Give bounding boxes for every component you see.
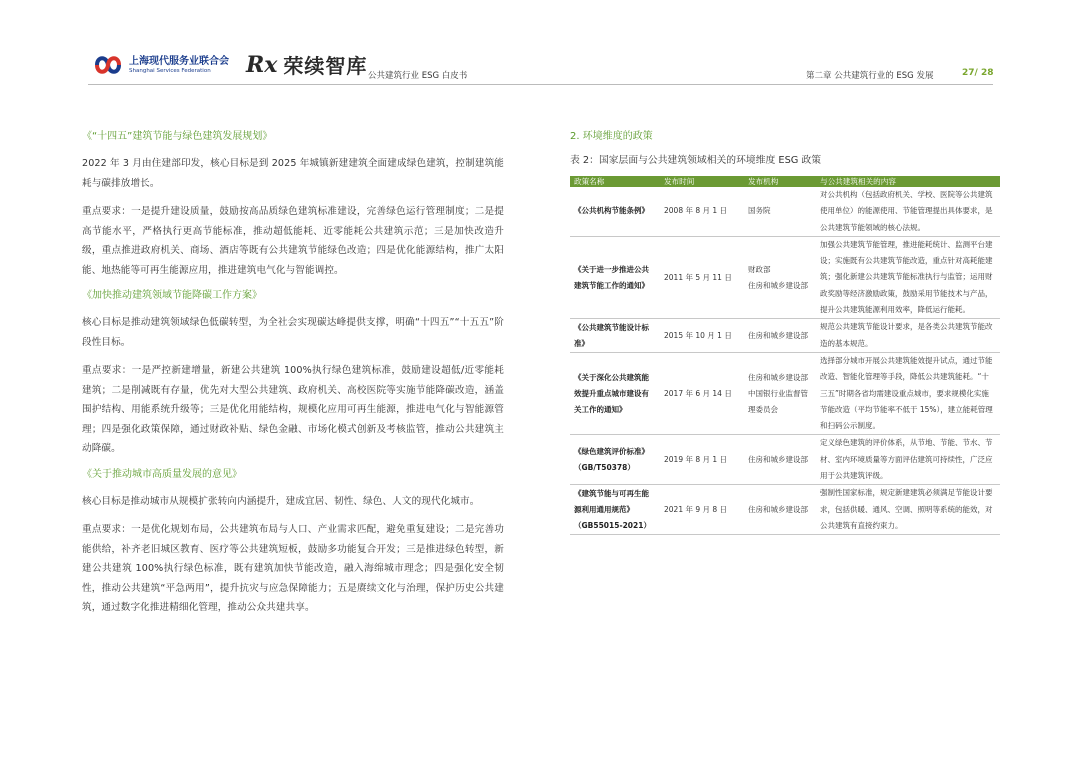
policy-name-cell: 《关于进一步推进公共建筑节能工作的通知》: [570, 236, 660, 318]
column-header: 发布时间: [660, 176, 744, 187]
rx-mark: Rx: [246, 51, 278, 78]
publish-date-cell: 2011 年 5 月 11 日: [660, 236, 744, 318]
table-row: [570, 319, 1000, 353]
column-header: 政策名称: [570, 176, 660, 187]
header-divider: [88, 84, 993, 85]
right-column: [570, 130, 1000, 535]
section-title: 《“十四五”建筑节能与绿色建筑发展规划》: [82, 131, 273, 142]
paragraph: 重点要求：一是严控新建增量，新建公共建筑 100%执行绿色建筑标准，鼓励建设超低/近零能耗建筑；二是削减既有存量，优先对大型公共建筑、政府机关、高校医院等实施节能降碳改造，涵盖围护结构、用能系统升级等；三是优化用能结构，规模化应用可再生能源，推进电气化与智能源管理；四是强化政策保障，通过财政补贴、绿色金融、市场化模式创新及考核监管，推动公共建筑主动降碳。: [82, 365, 504, 454]
content-cell: 定义绿色建筑的评价体系，从节地、节能、节水、节材、室内环境质量等方面评估建筑可持续性，广泛应用于公共建筑评级。: [816, 435, 1000, 485]
publisher-cell: 住房和城乡建设部: [744, 435, 816, 485]
rongxu-logo: [246, 50, 367, 79]
content-cell: 规范公共建筑节能设计要求，是各类公共建筑节能改造的基本规范。: [816, 319, 1000, 353]
chapter-title: 第二章 公共建筑行业的 ESG 发展: [806, 71, 934, 81]
publish-date-cell: 2017 年 6 月 14 日: [660, 352, 744, 434]
table-row: [570, 435, 1000, 485]
publisher-cell: 住房和城乡建设部 中国银行业监督管理委员会: [744, 352, 816, 434]
section-title: 《加快推动建筑领域节能降碳工作方案》: [82, 290, 262, 301]
section-title: 《关于推动城市高质量发展的意见》: [82, 468, 242, 480]
paragraph: 核心目标是推动城市从规模扩张转向内涵提升，建成宜居、韧性、绿色、人文的现代化城市。: [82, 495, 480, 507]
policy-table: [570, 176, 1000, 535]
page-number: 27/ 28: [962, 68, 994, 78]
policy-name-cell: 《建筑节能与可再生能源利用通用规范》（GB55015-2021）: [570, 485, 660, 535]
org-name-cn: 上海现代服务业联合会: [129, 55, 229, 67]
brand-name: 荣续智库: [283, 54, 368, 78]
column-header: 发布机构: [744, 176, 816, 187]
publish-date-cell: 2008 年 8 月 1 日: [660, 187, 744, 236]
section-heading: 2. 环境维度的政策: [570, 131, 653, 142]
document-title: 公共建筑行业 ESG 白皮书: [368, 71, 468, 81]
policy-name-cell: 《公共机构节能条例》: [570, 187, 660, 236]
content-cell: 加强公共建筑节能管理，推进能耗统计、监测平台建设；实施既有公共建筑节能改造，重点针对高耗能建筑；强化新建公共建筑节能标准执行与监管；运用财政奖励等经济激励政策，鼓励采用节能技术与产品，提升公共建筑能源利用效率，降低运行能耗。: [816, 236, 1000, 318]
policy-name-cell: 《绿色建筑评价标准》（GB/T50378）: [570, 435, 660, 485]
publisher-cell: 国务院: [744, 187, 816, 236]
paragraph: 核心目标是推动建筑领域绿色低碳转型，为全社会实现碳达峰提供支撑，明确“十四五”“十五五”阶段性目标。: [82, 317, 504, 348]
page-header: [0, 0, 1080, 90]
org-name-en: Shanghai Services Federation: [129, 67, 211, 74]
policy-name-cell: 《公共建筑节能设计标准》: [570, 319, 660, 353]
publish-date-cell: 2019 年 8 月 1 日: [660, 435, 744, 485]
left-column: [82, 130, 504, 618]
table-header-row: [570, 176, 1000, 187]
paragraph: 重点要求：一是优化规划布局，公共建筑布局与人口、产业需求匹配，避免重复建设；二是完善功能供给，补齐老旧城区教育、医疗等公共建筑短板，鼓励多功能复合开发；三是推进绿色转型，新建公共建筑 100%执行绿色标准，既有建筑加快节能改造，融入海绵城市理念；四是强化安全韧性，推动公共建筑“平急两用”，提升抗灾与应急保障能力；五是赓续文化与治理，保护历史公共建筑，通过数字化推进精细化管理，推动公众共建共享。: [82, 524, 504, 613]
content-cell: 强制性国家标准，规定新建建筑必须满足节能设计要求，包括供暖、通风、空调、照明等系统的能效，对公共建筑有直接约束力。: [816, 485, 1000, 535]
publish-date-cell: 2021 年 9 月 8 日: [660, 485, 744, 535]
table-caption: 表 2：国家层面与公共建筑领域相关的环境维度 ESG 政策: [570, 155, 822, 166]
policy-name-cell: 《关于深化公共建筑能效提升重点城市建设有关工作的通知》: [570, 352, 660, 434]
content-cell: 选择部分城市开展公共建筑能效提升试点，通过节能改造、智能化管理等手段，降低公共建筑能耗。“十三五”时期各省均需建设重点城市，要求规模化实施节能改造（平均节能率不低于 15%），建立能耗管理和扫码公示制度。: [816, 352, 1000, 434]
table-row: [570, 187, 1000, 236]
publish-date-cell: 2015 年 10 月 1 日: [660, 319, 744, 353]
paragraph: 重点要求：一是提升建设质量，鼓励按高品质绿色建筑标准建设，完善绿色运行管理制度；二是提高节能水平，严格执行更高节能标准，推动超低能耗、近零能耗公共建筑示范；三是加快改造升级，重点推进政府机关、商场、酒店等既有公共建筑节能绿色改造；四是优化能源结构，推广太阳能、地热能等可再生能源应用，推进建筑电气化与智能调控。: [82, 206, 504, 276]
paragraph: 2022 年 3 月由住建部印发，核心目标是到 2025 年城镇新建建筑全面建成绿色建筑，控制建筑能耗与碳排放增长。: [82, 158, 504, 189]
ssf-logo: [93, 52, 229, 78]
ssf-logo-icon: [93, 52, 123, 78]
publisher-cell: 住房和城乡建设部: [744, 319, 816, 353]
content-cell: 对公共机构（包括政府机关、学校、医院等公共建筑使用单位）的能源使用、节能管理提出具体要求，是公共建筑节能领域的核心法规。: [816, 187, 1000, 236]
publisher-cell: 住房和城乡建设部: [744, 485, 816, 535]
column-header: 与公共建筑相关的内容: [816, 176, 1000, 187]
table-row: [570, 485, 1000, 535]
publisher-cell: 财政部 住房和城乡建设部: [744, 236, 816, 318]
table-row: [570, 352, 1000, 434]
table-row: [570, 236, 1000, 318]
